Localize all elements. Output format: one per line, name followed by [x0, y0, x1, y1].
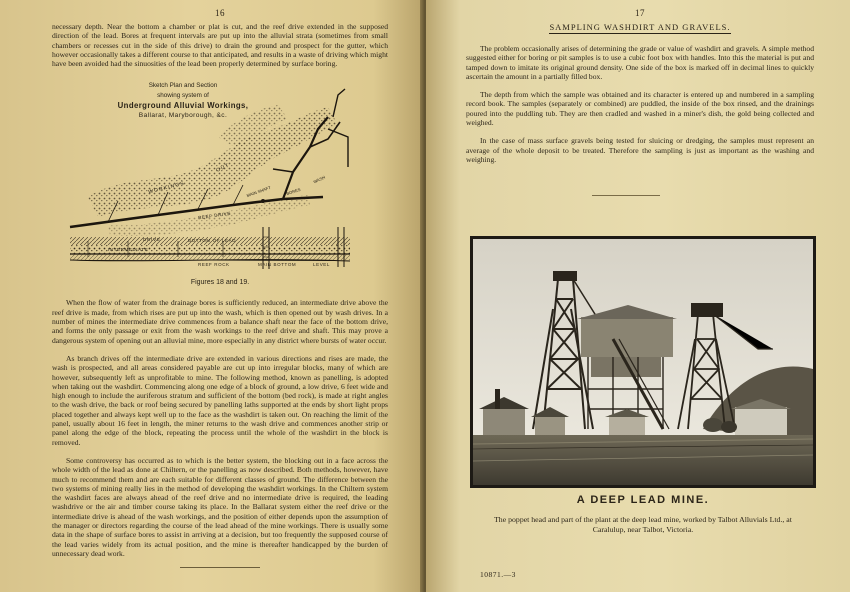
sketch-title-line2: showing system of [157, 92, 209, 100]
sketch-label-drive: DRIVE [143, 237, 161, 243]
sketch-label-wash: WASH [312, 175, 326, 185]
sketch-title-line1: Sketch Plan and Section [148, 82, 218, 90]
sketch-label-workings: WORKINGS [147, 181, 186, 196]
figure-caption: Figures 18 and 19. [190, 279, 250, 287]
sketch-label-reef-rock: REEF ROCK [198, 262, 230, 268]
section-heading-text: SAMPLING WASHDIRT AND GRAVELS. [549, 22, 731, 32]
sketch-label-bores: BORES [285, 187, 302, 197]
section-heading [466, 22, 814, 32]
sketch-label-main-bottom: MAIN BOTTOM [258, 262, 297, 268]
mass-paragraph: In the case of mass surface gravels being tested for sluicing or dredging, the samples must represent an average of the whole deposit to be treated. Therefore the sampling is just as important as the washing and weighing. [466, 136, 814, 164]
photo-caption-block [470, 494, 816, 534]
sketch-figure [48, 77, 366, 277]
sketch-label-bottom-of-lead: BOTTOM OF LEAD [188, 238, 237, 244]
flow-paragraph: When the flow of water from the drainage bores is sufficiently reduced, an intermediate drive above the reef drive is made, from which rises are put up into the wash, which is then opened out by wash drives. In a number of mines the intermediate drive commences from a balance shaft near the face of the bottom drive, and forms the only passage or exit from the wash workings to the reef drive and shaft. This may prove a dangerous system of opening out an alluvial mine, more especially in any district where bursts of water occur. [52, 298, 388, 345]
sketch-label-reef-drive: REEF DRIVE [197, 211, 232, 221]
left-page [0, 0, 424, 592]
photo-caption-text: The poppet head and part of the plant at the deep lead mine, worked by Talbot Alluvials Ltd., at Caralulup, near Talbot, Victoria. [494, 515, 792, 534]
print-code: 10871.—3 [480, 570, 516, 579]
sketch-label-main-shaft: MAIN SHAFT [245, 185, 272, 199]
photo-title: A DEEP LEAD MINE. [576, 494, 710, 506]
sketch-title-line3: Underground Alluvial Workings, [117, 101, 249, 111]
mine-photo-frame [470, 236, 816, 488]
sketch-title-line4: Ballarat, Maryborough, &c. [138, 112, 228, 120]
depth-paragraph: The depth from which the sample was obtained and its character is entered up and numbered in a sampling record book. The samples (separately or combined) are puddled, the inside of the box rinsed, and the drainings poured into the puddling tub. They are then cradled and washed in a miner's dish, the gold being collected and weighed. [466, 90, 814, 128]
intro-paragraph: necessary depth. Near the bottom a chamber or plat is cut, and the reef drive extended in the supposed direction of the lead. Bores at frequent intervals are put up into the alluvial strata (sometimes from small chambers or recesses cut in the side of this drive) to drain the ground and prospect for the gutter, which however occasionally takes a different course to that anticipated, and results in a waste of driving which might have been avoided had the sinuosities of the lead been properly determined by surface boring. [52, 22, 388, 69]
deep-lead-mine-photo [473, 239, 813, 485]
right-page-section-rule [592, 195, 660, 196]
branch-paragraph: As branch drives off the intermediate drive are extended in various directions and rises are made, the wash is prospected, and all areas considered payable are cut up into irregular blocks, many of which are however, subsequently left as unprofitable to mine. The following method, known as panelling, is adopted when taking out the washdirt. Commencing along one edge of a block of ground, a low drive, 6 feet wide and high enough to include the auriferous stratum and sufficient of the bottom (bed rock), is made at right angles to the wash drive, the back or roof being secured by panelling laths supported at the ends by short light props placed together and always kept well up to the face as the washdirt is taken out. On reaching the limit of the panel, usually about 16 feet in length, the miner returns to the wash drive and commences another strip or panel along the edge of the block, repeating the process until the whole of the washdirt in the block is removed. [52, 353, 388, 447]
sketch-label-level: LEVEL [313, 262, 331, 268]
right-page-number: 17 [635, 8, 645, 18]
sketch-label-intermediate: INTERMEDIATE [108, 247, 149, 253]
left-page-number: 16 [215, 8, 225, 18]
sketch-title [108, 81, 258, 121]
controversy-paragraph: Some controversy has occurred as to which is the better system, the blocking out in a face across the whole width of the lead as done at Chiltern, or the panelling as now described. Both methods, however, have much to recommend them and are each suitable for different classes of ground. The difference between the two systems of mining really lies in the method of developing the washdirt workings. In the Chiltern system the washdirt faces are always ahead of the reef drive and no intermediate drive is required, the leading washdrive or the air and timber course taking its place. In the Ballarat system either the reef drive or the intermediate drive is ahead of the wash workings, and the position of either depends upon the assumption of the manager or directors regarding the course of the lead ahead of the mine workings. There is usually some data in the shape of surface bores to assist in arriving at a decision, but too frequently the supposed course of the lead varies widely from its actual position, and the mine is thereafter handicapped by the burden of unnecessary dead work. [52, 455, 388, 558]
left-page-end-rule [180, 567, 260, 568]
sketch-label-out: OUT [215, 162, 231, 175]
problem-paragraph: The problem occasionally arises of determining the grade or value of washdirt and gravels. A simple method suggested either for boring or pit samples is to use a cubic foot box with handles. Into this the material is put and tamped down to imitate its original ground density. One side of the box is marked off in decimal lines to quickly ascertain the amount in a partially filled box. [466, 44, 814, 81]
